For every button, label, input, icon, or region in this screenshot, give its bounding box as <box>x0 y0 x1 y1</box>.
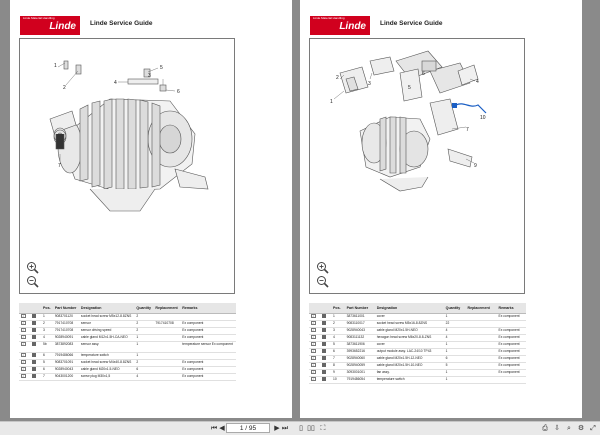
document-page-left <box>10 0 292 418</box>
two-page-view-icon[interactable]: ▯▯ <box>307 425 315 432</box>
callout-7: 7 <box>466 127 469 133</box>
cart-icon[interactable] <box>322 356 326 360</box>
callout-6: 6 <box>177 89 180 95</box>
cart-icon[interactable] <box>322 377 326 381</box>
col-part-number: Part Number <box>53 303 79 314</box>
callout-6: 6 <box>422 71 425 77</box>
cart-icon[interactable] <box>322 349 326 353</box>
cart-icon[interactable] <box>322 342 326 346</box>
col-select <box>19 303 30 314</box>
page-title: Linde Service Guide <box>380 20 443 27</box>
viewer-toolbar <box>0 421 600 435</box>
callout-1: 1 <box>54 63 57 69</box>
table-header-row <box>309 303 526 314</box>
table-row[interactable]: ✓ 2 9083110017 socket head screw M5x16-8.8ZNS 22 <box>309 321 526 328</box>
callout-3: 3 <box>368 81 371 87</box>
select-icon[interactable]: ✓ <box>22 315 25 318</box>
parts-table-right <box>309 303 526 384</box>
select-icon[interactable]: ✓ <box>312 322 315 325</box>
col-pos: Pos. <box>331 303 345 314</box>
select-icon[interactable]: ✓ <box>312 329 315 332</box>
cart-icon[interactable] <box>32 335 36 339</box>
select-icon[interactable]: ✓ <box>22 322 25 325</box>
brand-tagline: Linde Material Handling <box>313 16 345 20</box>
table-row[interactable]: ✓ 4 9083111132 hexagon head screw M6x20-8.8-ZNS 4 Ex component <box>309 335 526 342</box>
table-row[interactable]: ✓ 6 7919486066 temperature switch 1 <box>19 353 236 360</box>
callout-4: 4 <box>114 80 117 86</box>
col-quantity: Quantity <box>444 303 466 314</box>
zoom-in-icon[interactable] <box>316 261 329 274</box>
table-row[interactable]: ✓ 9 3093001001 fan assy. 1 Ex component <box>309 370 526 377</box>
select-icon[interactable]: ✓ <box>312 343 315 346</box>
cart-icon[interactable] <box>322 328 326 332</box>
page-indicator[interactable]: 1 / 95 <box>226 423 270 433</box>
cart-icon[interactable] <box>32 374 36 378</box>
settings-icon[interactable]: ⚙ <box>577 425 585 432</box>
linde-logo <box>20 16 80 35</box>
col-replacement: Replacement <box>466 303 497 314</box>
select-icon[interactable]: ✓ <box>22 354 25 357</box>
table-row[interactable]: ✓ 6 3993652216 output module assy. LAC-24/10 TP43 1 Ex component <box>309 349 526 356</box>
callout-2: 2 <box>336 75 339 81</box>
previous-page-icon[interactable]: ◀ <box>219 425 225 432</box>
table-row[interactable]: ✓ 7 9028940060 cable gland M20x1.5H-12-NEO 6 Ex component <box>309 356 526 363</box>
document-page-right <box>300 0 582 418</box>
cart-icon[interactable] <box>322 363 326 367</box>
cart-icon[interactable] <box>322 370 326 374</box>
select-icon[interactable]: ✓ <box>312 350 315 353</box>
col-replacement: Replacement <box>153 303 180 314</box>
table-row[interactable]: ✓ 5 3873611906 cover 1 Ex component <box>309 342 526 349</box>
table-header-row <box>19 303 236 314</box>
brand-name: Linde <box>49 21 76 32</box>
search-icon[interactable]: ⌕ <box>567 425 571 432</box>
table-row[interactable]: ✓ 3 7917410708 sensor driving speed 2 Ex component <box>19 328 236 335</box>
select-icon[interactable]: ✓ <box>22 375 25 378</box>
col-cart <box>30 303 41 314</box>
cart-icon[interactable] <box>322 335 326 339</box>
cart-icon[interactable] <box>32 314 36 318</box>
select-icon[interactable]: ✓ <box>312 364 315 367</box>
single-page-view-icon[interactable]: ▯ <box>299 425 303 432</box>
table-row[interactable]: ✓ 2 7917410708 sensor 2 7917410708 Ex component <box>19 321 236 328</box>
download-icon[interactable]: ⇩ <box>554 425 560 432</box>
print-icon[interactable]: ⎙ <box>542 425 548 432</box>
table-row[interactable]: ✓ 1 9083701120 socket head screw M5x12-8.8ZNS 2 <box>19 314 236 321</box>
zoom-out-icon[interactable] <box>26 275 39 288</box>
cart-icon[interactable] <box>322 314 326 318</box>
col-designation: Designation <box>79 303 134 314</box>
callout-7: 7 <box>58 163 61 169</box>
table-row[interactable]: ✓ 1 3873611001 cover 1 Ex component <box>309 314 526 321</box>
table-row[interactable]: ✓ 5b 3873892083 sensor assy. 1 temperature sensor Ex component <box>19 342 236 353</box>
brand-name: Linde <box>339 21 366 32</box>
brand-tagline: Linde Material Handling <box>23 16 55 20</box>
page-title: Linde Service Guide <box>90 20 153 27</box>
callout-10: 10 <box>480 115 486 121</box>
fullscreen-icon[interactable]: ⤢ <box>590 425 596 432</box>
fit-page-icon[interactable]: ⛶ <box>320 425 326 432</box>
col-part-number: Part Number <box>345 303 375 314</box>
cart-icon[interactable] <box>322 321 326 325</box>
col-remarks: Remarks <box>497 303 527 314</box>
select-icon[interactable]: ✓ <box>22 329 25 332</box>
callout-5: 5 <box>160 65 163 71</box>
cart-icon[interactable] <box>32 328 36 332</box>
select-icon[interactable]: ✓ <box>312 336 315 339</box>
col-cart <box>320 303 331 314</box>
cart-icon[interactable] <box>32 353 36 357</box>
table-row[interactable]: ✓ 4 9028940091 cable gland M12x1.5H-CA-NEO 1 Ex component <box>19 335 236 342</box>
col-quantity: Quantity <box>134 303 153 314</box>
controller-illustration <box>310 39 524 293</box>
table-row[interactable]: ✓ 8 9028940059 cable gland M20x1.5H-10-NEO 5 Ex component <box>309 363 526 370</box>
select-icon[interactable]: ✓ <box>22 336 25 339</box>
linde-logo <box>310 16 370 35</box>
parts-table-left <box>19 303 236 381</box>
cart-icon[interactable] <box>32 360 36 364</box>
next-page-icon[interactable]: ▶ <box>274 425 280 432</box>
callout-2: 2 <box>63 85 66 91</box>
first-page-icon[interactable]: ⏮ <box>210 425 218 432</box>
table-row[interactable]: ✓ 6 9028940043 cable gland M20x1.5-NEO 6 Ex component <box>19 367 236 374</box>
select-icon[interactable]: ✓ <box>312 371 315 374</box>
callout-3: 3 <box>148 73 151 79</box>
callout-4: 4 <box>476 79 479 85</box>
callout-1: 1 <box>330 99 333 105</box>
exploded-parts-drawing <box>309 38 525 294</box>
exploded-parts-drawing <box>19 38 235 294</box>
table-row[interactable]: ✓ 10 7919486054 temperature switch 1 <box>309 377 526 384</box>
col-select <box>309 303 320 314</box>
zoom-out-icon[interactable] <box>316 275 329 288</box>
cart-icon[interactable] <box>32 342 36 346</box>
cart-icon[interactable] <box>32 367 36 371</box>
select-icon[interactable]: ✓ <box>312 315 315 318</box>
table-row[interactable]: ✓ 5 9083701091 socket head screw M4x40-8.8ZNS 2 Ex component <box>19 360 236 367</box>
select-icon[interactable]: ✓ <box>312 357 315 360</box>
zoom-in-icon[interactable] <box>26 261 39 274</box>
last-page-icon[interactable]: ⏭ <box>281 425 289 432</box>
col-designation: Designation <box>375 303 444 314</box>
table-row[interactable]: ✓ 7 9043001200 screw plug M30x1,5 4 Ex component <box>19 374 236 381</box>
callout-5: 5 <box>408 85 411 91</box>
cart-icon[interactable] <box>32 321 36 325</box>
select-icon[interactable]: ✓ <box>22 368 25 371</box>
select-icon[interactable]: ✓ <box>22 361 25 364</box>
table-row[interactable]: ✓ 3 9028940043 cable gland M20x1.5H-NEO 4 Ex component <box>309 328 526 335</box>
drive-motor-illustration <box>20 39 234 293</box>
callout-9: 9 <box>474 163 477 169</box>
col-remarks: Remarks <box>180 303 236 314</box>
select-icon[interactable]: ✓ <box>312 378 315 381</box>
select-icon[interactable]: ✓ <box>22 343 25 346</box>
col-pos: Pos. <box>41 303 53 314</box>
